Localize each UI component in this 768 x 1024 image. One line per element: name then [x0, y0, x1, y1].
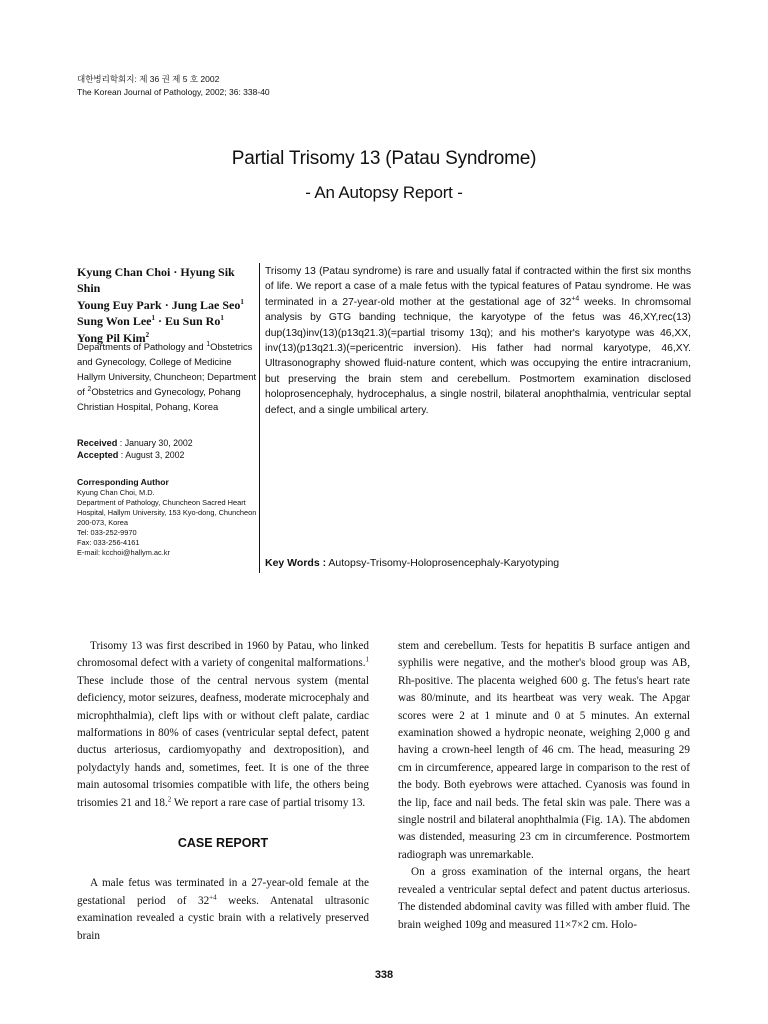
corresponding-tel: Tel: 033-252-9970 [77, 528, 137, 537]
journal-korean-header: 대한병리학회지: 제 36 권 제 5 호 2002 [77, 74, 220, 84]
author-line-2: Young Euy Park · Jung Lae Seo$^1$ [77, 297, 244, 312]
corresponding-fax: Fax: 033-256-4161 [77, 538, 140, 547]
column-divider [259, 263, 260, 573]
page-number: 338 [374, 969, 394, 981]
journal-english-header: The Korean Journal of Pathology, 2002; 36: 338-40 [77, 87, 270, 97]
case-paragraph: A male fetus was terminated in a 27-year-old female at the gestational period of $32^{+4}$ weeks. Antenatal ultrasonic examination revealed a cystic brain with a relatively preserved brain [77, 877, 369, 942]
corresponding-name: Kyung Chan Choi, M.D. [77, 488, 155, 497]
dates [77, 438, 257, 461]
keywords [265, 557, 559, 569]
section-heading: CASE REPORT [177, 836, 269, 851]
keywords-label: Key Words : [265, 557, 327, 569]
corresponding-author [77, 477, 257, 558]
author-line-1: Kyung Chan Choi · Hyung Sik Shin [77, 265, 235, 296]
case-continuation-paragraph: stem and cerebellum. Tests for hepatitis B surface antigen and syphilis were negative, and the mother's blood group was AB, Rh-positive. The placenta weighed 600 g. The fetus's heart rate was 80/minute, and its heartbeat was very weak. The Apgar scores were 2 at 1 minute and 0 at 5 minutes. An external examination showed a hydropic neonate, weighing 2,000 g and having a crown-heel length of 46 cm. The head, measuring 29 cm in circumference, appeared large in comparison to the rest of the body. Both eyebrows were attached. Cyanosis was found in the lip, face and nail beds. The fetal skin was pale. There was a single nostril and bilateral anophthalmia (Fig. 1A). The abdomen was distended, measuring 23 cm in circumference. Postmortem radiograph was unremarkable. [398, 640, 690, 861]
body-right-column [398, 638, 690, 934]
author-line-3: Sung Won Lee$^1$ · Eu Sun Ro$^1$ [77, 314, 224, 329]
corresponding-address: Department of Pathology, Chuncheon Sacred Heart Hospital, Hallym University, 153 Kyo-dong, Chuncheon 200-073, Korea [77, 498, 257, 527]
article-subtitle: - An Autopsy Report - [305, 183, 463, 202]
article-title: Partial Trisomy 13 (Patau Syndrome) [231, 148, 537, 169]
accepted-date: Accepted : August 3, 2002 [77, 449, 185, 460]
affiliation: Departments of Pathology and $^1$Obstetrics and Gynecology, College of Medicine Hallym University, Chuncheon; Department of $^2$Obstetrics and Gynecology, Pohang Christian Hospital, Pohang, Korea [77, 340, 257, 412]
gross-exam-paragraph: On a gross examination of the internal organs, the heart revealed a ventricular septal defect and patent ductus arteriosus. The distended abdominal cavity was filled with amber fluid. The brain weighed 109g and measured 11×7×2 cm. Holo- [398, 866, 690, 931]
received-date: Received : January 30, 2002 [77, 438, 193, 448]
corresponding-email: E-mail: kcchoi@hallym.ac.kr [77, 548, 170, 557]
corresponding-label: Corresponding Author [77, 477, 169, 487]
keywords-value: Autopsy-Trisomy-Holoprosencephaly-Karyotyping [326, 557, 560, 569]
author-line-4: Yong Pil Kim$^2$ [77, 330, 150, 345]
author-list [77, 264, 257, 346]
intro-paragraph: Trisomy 13 was first described in 1960 by Patau, who linked chromosomal defect with a variety of congenital malformations.$^1$ These include those of the central nervous system (mental deficiency, motor seizures, deafness, moderate microcephaly and microphthalmia), cleft lips with or without cleft palate, cardiac malformations in 80% of cases (ventricular septal defect, patent ductus arteriosus, cardiomyopathy and dextroposition), and polydactyly hands and, sometimes, feet. It is one of the three main autosomal trisomies compatible with life, the others being trisomies 21 and 18.$^2$ We report a rare case of partial trisomy 13. [77, 640, 369, 809]
abstract: Trisomy 13 (Patau syndrome) is rare and usually fatal if contracted within the first six months of life. We report a case of a male fetus with the typical features of Patau syndrome. He was terminated in a 27-year-old mother at the gestational age of $32^{+4}$ weeks. In chromsomal analysis by GTG banding technique, the karyotype of the fetus was 46,XY,rec(13) dup(13q)inv(13)(p13q21.3)(=partial trisomy 13q); and his mother's karyotype was 46,XX, inv(13)(p13q21.3)(=pericentric inversion). His father had normal karyotype, 46,XY. Ultrasonography showed fluid-nature content, which was occupying the entire intracranium, but preserving the brain stem and cerebellum. Postmortem examination disclosed holoprosencephaly, hydrocephalus, a single nostril, bilateral anophthalmia, ventricular septal defect, and a single umbilical artery. [265, 266, 692, 416]
body-left-column [77, 638, 369, 945]
